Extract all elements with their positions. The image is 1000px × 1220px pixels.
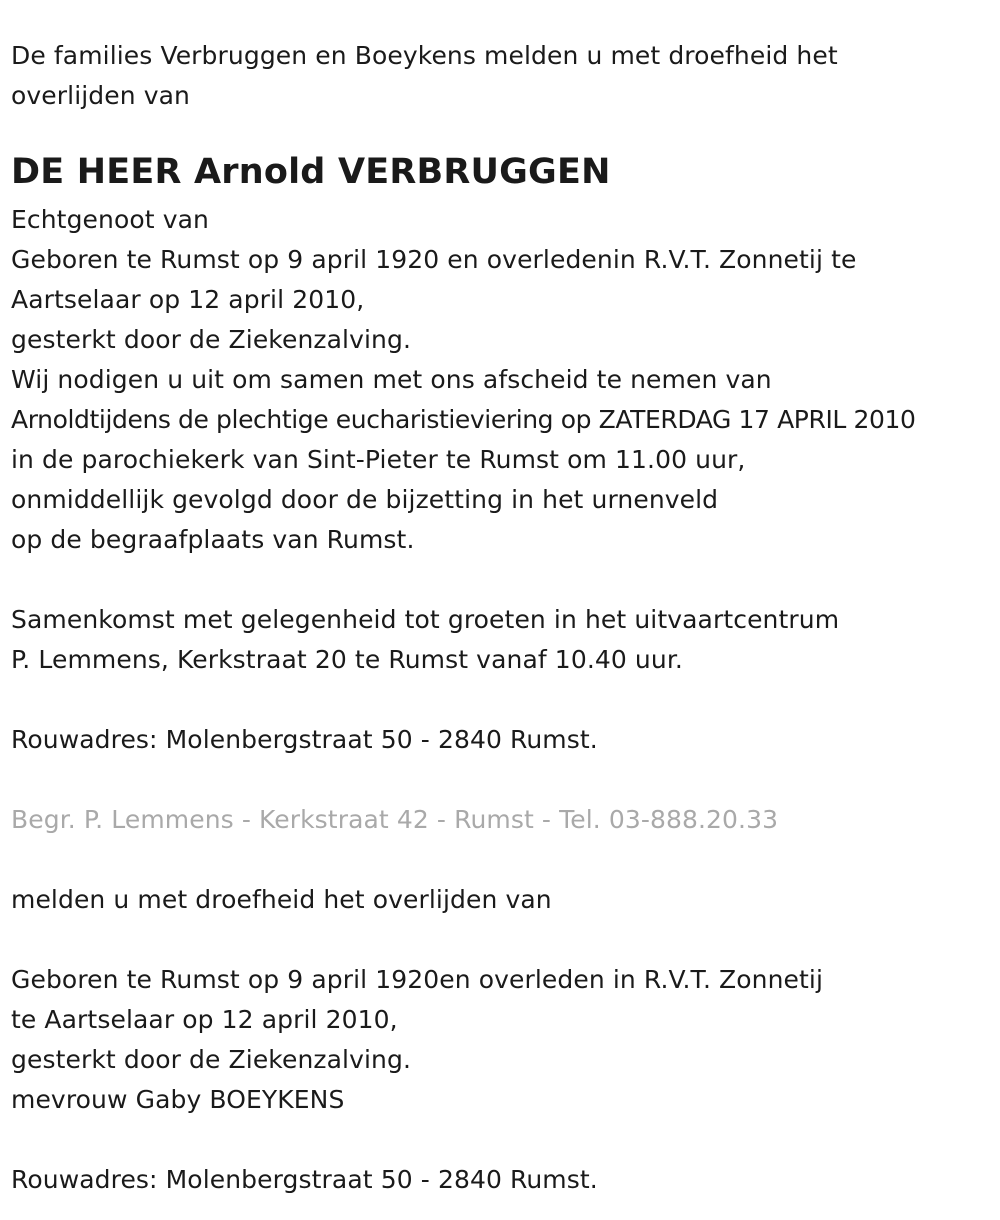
spacer [11, 840, 996, 880]
mourning-address-2: Rouwadres: Molenbergstraat 50 - 2840 Rumst. [11, 1165, 598, 1194]
spacer [11, 680, 996, 720]
deceased-name: DE HEER Arnold VERBRUGGEN [11, 152, 611, 192]
second-detail-line-2: te Aartselaar op 12 april 2010, [11, 1005, 398, 1034]
spacer [11, 1120, 996, 1160]
gathering-line-1: Samenkomst met gelegenheid tot groeten in het uitvaartcentrum [11, 605, 840, 634]
intro-line-2: overlijden van [11, 81, 190, 110]
obituary-document [11, 36, 996, 1200]
detail-line-6: Arnoldtijdens de plechtige eucharistieviering op ZATERDAG 17 APRIL 2010 [11, 405, 916, 434]
detail-line-7: in de parochiekerk van Sint-Pieter te Rumst om 11.00 uur, [11, 445, 746, 474]
mourning-address: Rouwadres: Molenbergstraat 50 - 2840 Rumst. [11, 725, 598, 754]
spacer [11, 560, 996, 600]
detail-line-5: Wij nodigen u uit om samen met ons afscheid te nemen van [11, 365, 772, 394]
spacer [11, 920, 996, 960]
undertaker-info: Begr. P. Lemmens - Kerkstraat 42 - Rumst - Tel. 03-888.20.33 [11, 805, 779, 834]
detail-line-4: gesterkt door de Ziekenzalving. [11, 325, 411, 354]
second-detail-line-1: Geboren te Rumst op 9 april 1920en overleden in R.V.T. Zonnetij [11, 965, 824, 994]
gathering-line-2: P. Lemmens, Kerkstraat 20 te Rumst vanaf 10.40 uur. [11, 645, 683, 674]
spouse-name: mevrouw Gaby BOEYKENS [11, 1085, 345, 1114]
detail-line-1: Echtgenoot van [11, 205, 209, 234]
detail-line-3: Aartselaar op 12 april 2010, [11, 285, 365, 314]
detail-line-2: Geboren te Rumst op 9 april 1920 en overledenin R.V.T. Zonnetij te [11, 245, 857, 274]
detail-line-8: onmiddellijk gevolgd door de bijzetting in het urnenveld [11, 485, 719, 514]
announcement-line: melden u met droefheid het overlijden van [11, 885, 552, 914]
spacer [11, 760, 996, 800]
second-detail-line-3: gesterkt door de Ziekenzalving. [11, 1045, 411, 1074]
intro-line-1: De families Verbruggen en Boeykens melden u met droefheid het [11, 41, 838, 70]
detail-line-9: op de begraafplaats van Rumst. [11, 525, 415, 554]
